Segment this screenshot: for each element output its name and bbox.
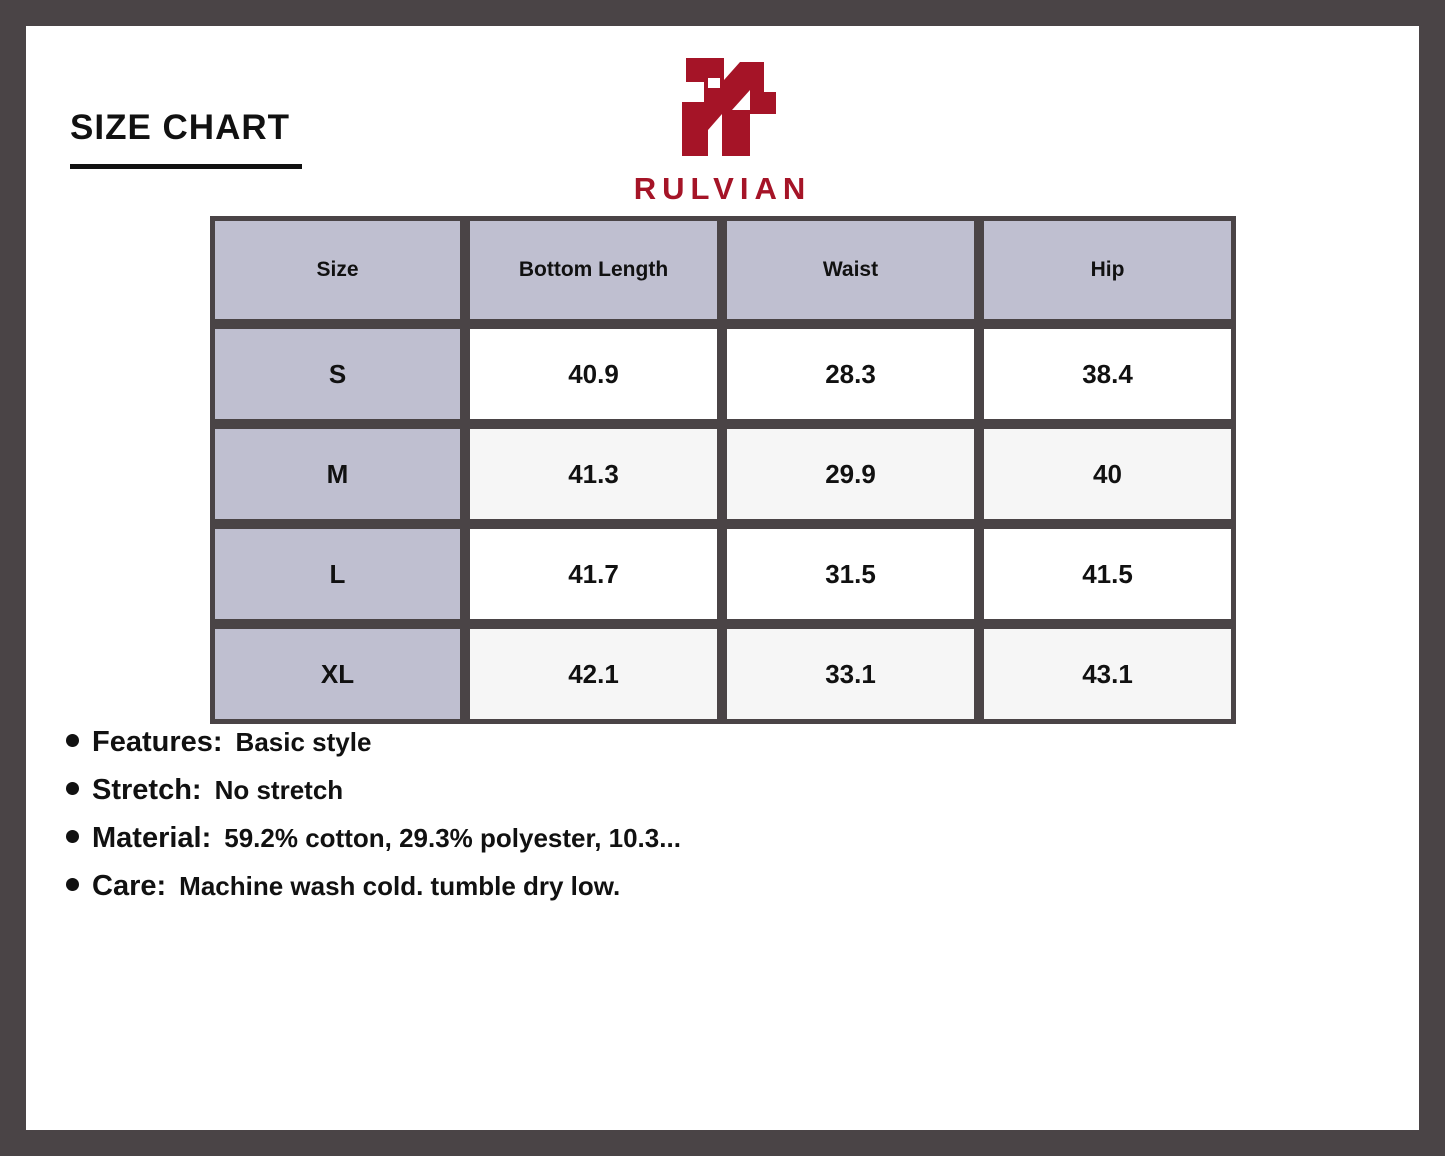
rulvian-r-logo-icon [26, 52, 1419, 167]
note-label: Stretch: [92, 774, 202, 806]
note-value: Machine wash cold. tumble dry low. [179, 871, 621, 901]
brand-block [26, 52, 1419, 207]
cell-bottom-length: 42.1 [465, 624, 722, 724]
cell-waist: 33.1 [722, 624, 979, 724]
note-label: Features: [92, 726, 223, 758]
cell-waist: 29.9 [722, 424, 979, 524]
cell-waist: 31.5 [722, 524, 979, 624]
cell-size: L [210, 524, 465, 624]
list-item [66, 822, 1266, 855]
cell-size: M [210, 424, 465, 524]
brand-name: RULVIAN [633, 171, 812, 206]
table-row [210, 324, 1236, 424]
cell-size: S [210, 324, 465, 424]
bullet-icon [66, 782, 79, 795]
bullet-icon [66, 734, 79, 747]
note-value: 59.2% cotton, 29.3% polyester, 10.3... [224, 823, 681, 853]
table-header-row [210, 216, 1236, 324]
cell-hip: 38.4 [979, 324, 1236, 424]
page-title: SIZE CHART [70, 108, 290, 147]
cell-hip: 41.5 [979, 524, 1236, 624]
table-row [210, 524, 1236, 624]
column-header-bottom-length: Bottom Length [465, 216, 722, 324]
cell-size: XL [210, 624, 465, 724]
column-header-size: Size [210, 216, 465, 324]
cell-waist: 28.3 [722, 324, 979, 424]
note-value: No stretch [214, 775, 344, 805]
table-row [210, 624, 1236, 724]
list-item [66, 726, 1266, 759]
size-chart-document [26, 26, 1419, 1130]
table-row [210, 424, 1236, 524]
note-label: Material: [92, 822, 212, 854]
column-header-waist: Waist [722, 216, 979, 324]
cell-bottom-length: 40.9 [465, 324, 722, 424]
cell-hip: 40 [979, 424, 1236, 524]
list-item [66, 774, 1266, 807]
cell-bottom-length: 41.3 [465, 424, 722, 524]
size-chart-table [210, 216, 1236, 724]
column-header-hip: Hip [979, 216, 1236, 324]
bullet-icon [66, 878, 79, 891]
notes-list [66, 726, 1266, 918]
note-label: Care: [92, 870, 167, 902]
cell-bottom-length: 41.7 [465, 524, 722, 624]
list-item [66, 870, 1266, 903]
note-value: Basic style [235, 727, 372, 757]
bullet-icon [66, 830, 79, 843]
cell-hip: 43.1 [979, 624, 1236, 724]
